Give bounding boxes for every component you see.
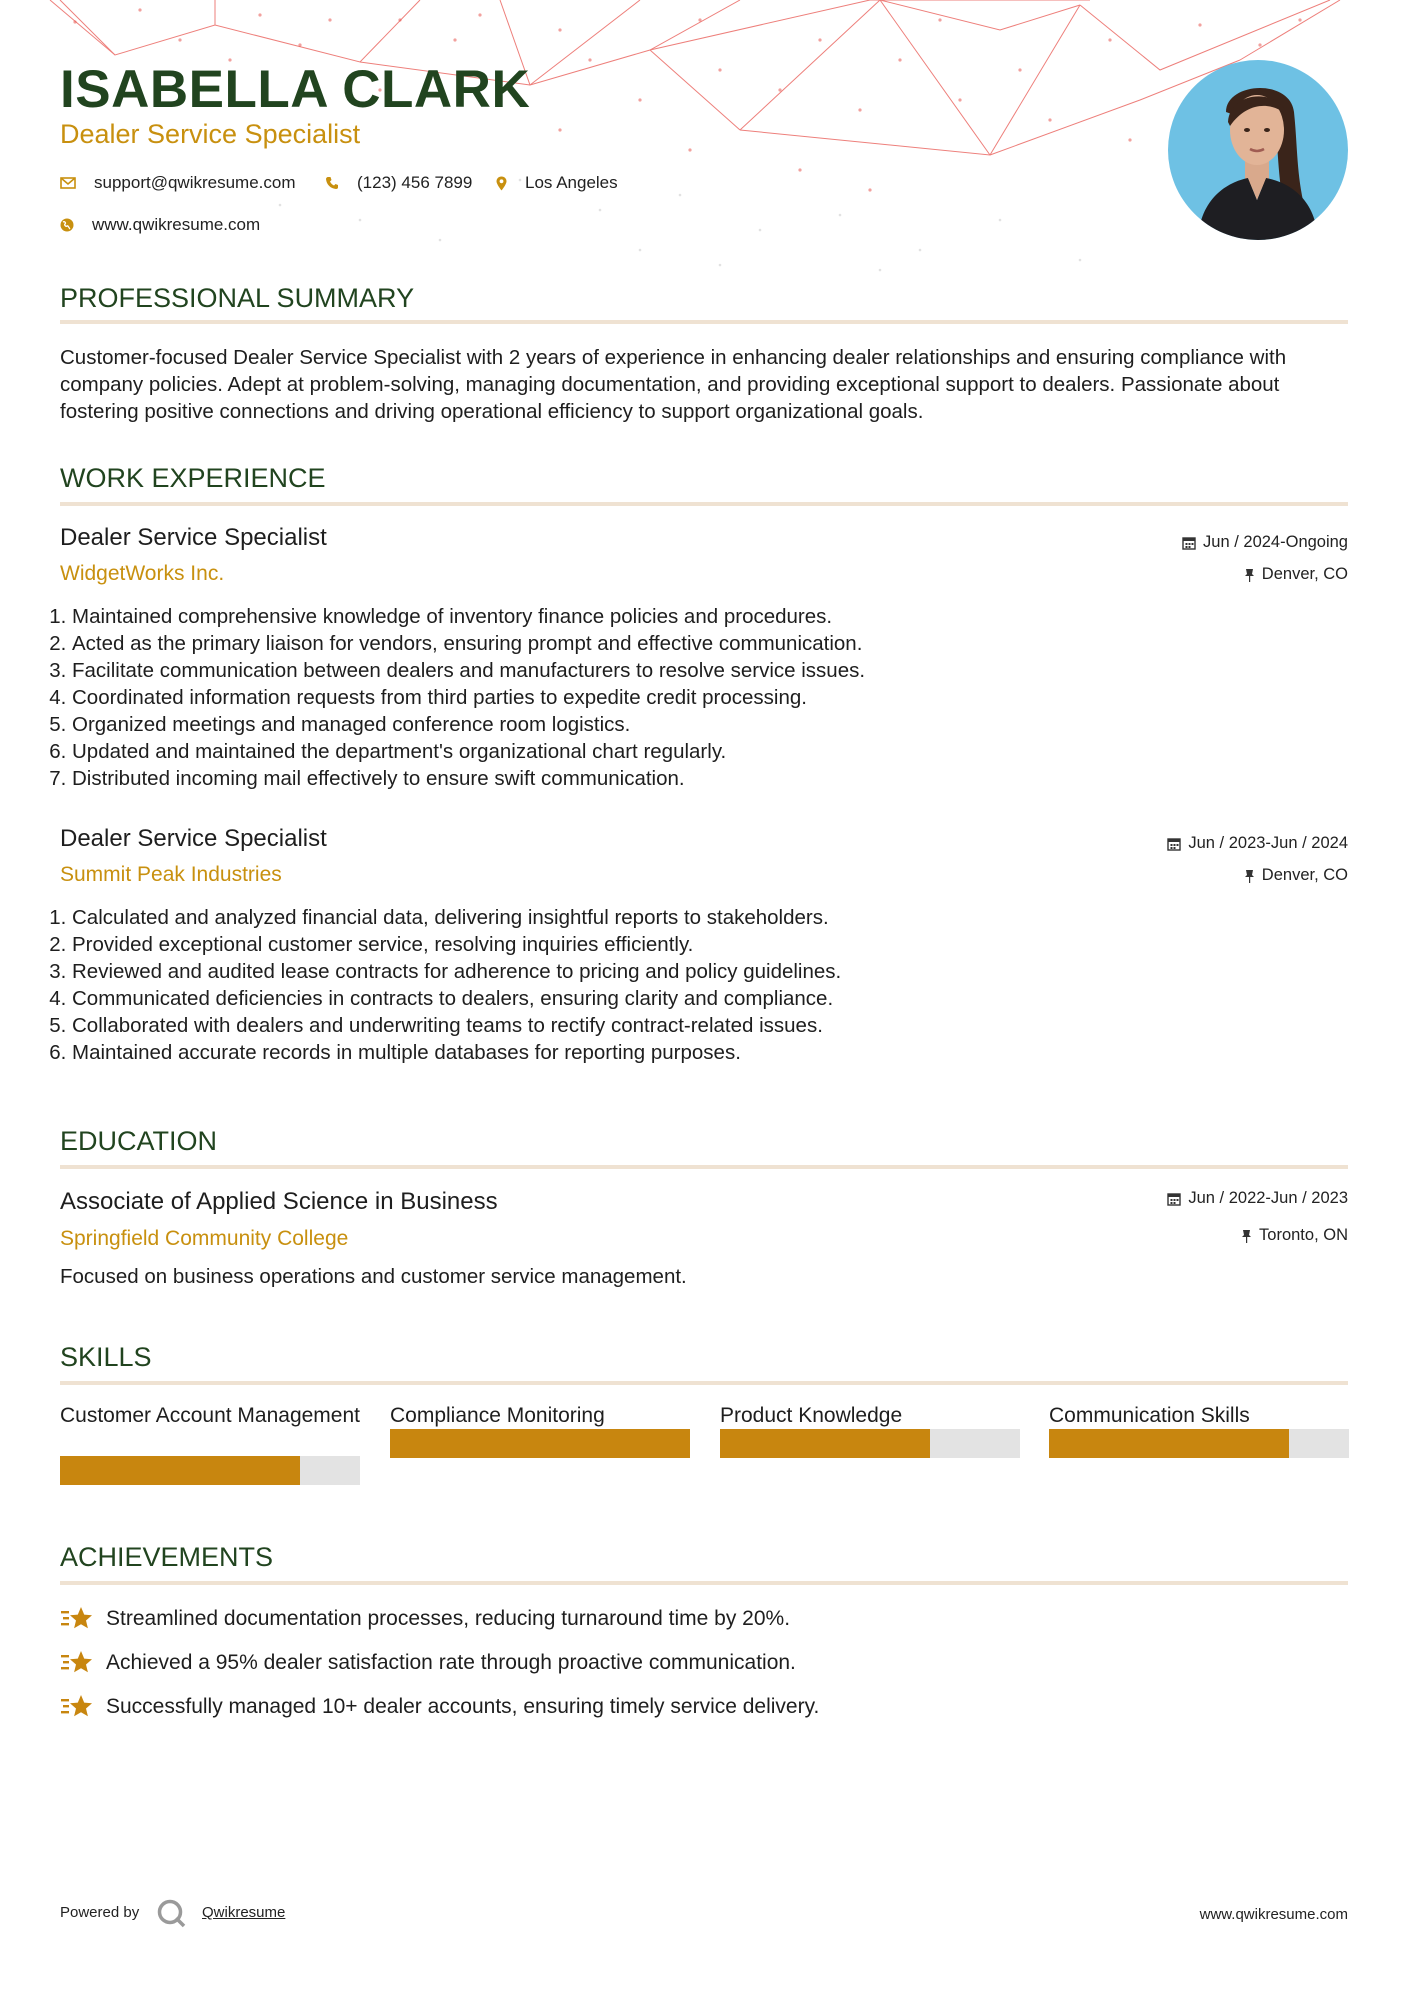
job-bullet: 5. Organized meetings and managed conference room logistics. (72, 711, 1253, 738)
education-location: Toronto, ON (1241, 1226, 1348, 1246)
job-title: Dealer Service Specialist (60, 825, 327, 852)
calendar-icon (1182, 536, 1196, 550)
job-bullet: 5. Collaborated with dealers and underwriting teams to rectify contract-related issues. (72, 1012, 1253, 1039)
contact-email[interactable] (60, 173, 296, 193)
pushpin-icon (1244, 568, 1255, 582)
map-pin-icon (496, 176, 507, 191)
section-title-skills: SKILLS (60, 1342, 152, 1372)
profile-photo (1168, 60, 1348, 240)
job-bullets (53, 603, 1253, 792)
contact-location (496, 173, 618, 193)
education-dates: Jun / 2022-Jun / 2023 (1167, 1189, 1348, 1209)
school-name: Springfield Community College (60, 1227, 349, 1250)
skill-bar-fill (390, 1429, 690, 1458)
job-bullet: 6. Maintained accurate records in multiple databases for reporting purposes. (72, 1039, 1253, 1066)
job-bullet: 1. Maintained comprehensive knowledge of inventory finance policies and procedures. (72, 603, 1253, 630)
footer-powered-by: Powered by (60, 1904, 140, 1921)
skill-name: Compliance Monitoring (390, 1404, 605, 1427)
star-icon (60, 1649, 94, 1677)
education-description: Focused on business operations and customer service management. (60, 1265, 687, 1288)
section-divider (60, 1581, 1348, 1585)
job-bullets (53, 904, 1253, 1066)
skill-name: Product Knowledge (720, 1404, 903, 1427)
section-title-summary: PROFESSIONAL SUMMARY (60, 283, 415, 313)
job-company: Summit Peak Industries (60, 863, 282, 886)
skill-bar-fill (60, 1456, 300, 1485)
job-title: Dealer Service Specialist (60, 524, 327, 551)
skill-bar-fill (720, 1429, 930, 1458)
job-bullet: 7. Distributed incoming mail effectively to ensure swift communication. (72, 765, 1253, 792)
skill-item (390, 1402, 690, 1502)
degree-title: Associate of Applied Science in Business (60, 1188, 498, 1215)
section-divider (60, 1381, 1348, 1385)
candidate-role: Dealer Service Specialist (60, 119, 361, 149)
skill-bar-fill (1049, 1429, 1289, 1458)
section-title-experience: WORK EXPERIENCE (60, 463, 326, 493)
location-text: Los Angeles (525, 173, 618, 192)
section-divider (60, 1165, 1348, 1169)
envelope-icon (60, 177, 76, 189)
job-bullet: 3. Facilitate communication between dealers and manufacturers to resolve service issues. (72, 657, 1253, 684)
skill-bar-track (1049, 1429, 1349, 1458)
calendar-icon (1167, 837, 1181, 851)
summary-text: Customer-focused Dealer Service Specialist with 2 years of experience in enhancing dealer relationships and ensuring compliance with company policies. Adept at problem-solving, managing documentation, and providing exceptional support to dealers. Passionate about fostering positive connections and driving operational efficiency to support organizational goals. (60, 346, 1287, 423)
candidate-name: ISABELLA CLARK (60, 60, 531, 119)
qwikresume-logo-icon (156, 1898, 188, 1933)
globe-icon (60, 218, 74, 232)
section-title-achievements: ACHIEVEMENTS (60, 1542, 274, 1572)
job-location: Denver, CO (1244, 866, 1348, 886)
skill-name: Communication Skills (1049, 1404, 1250, 1427)
job-bullet: 2. Provided exceptional customer service, resolving inquiries efficiently. (72, 931, 1253, 958)
skill-bar-track (390, 1429, 690, 1458)
section-divider (60, 320, 1348, 324)
achievement-item: Achieved a 95% dealer satisfaction rate through proactive communication. (60, 1649, 796, 1677)
job-bullet: 1. Calculated and analyzed financial data, delivering insightful reports to stakeholders. (72, 904, 1253, 931)
skill-name: Customer Account Management (60, 1404, 360, 1427)
job-dates: Jun / 2023-Jun / 2024 (1167, 834, 1348, 854)
skill-bar-track (60, 1456, 360, 1485)
achievement-item: Successfully managed 10+ dealer accounts, ensuring timely service delivery. (60, 1693, 819, 1721)
skill-bar-track (720, 1429, 1020, 1458)
phone-icon (325, 176, 339, 190)
pushpin-icon (1241, 1229, 1252, 1243)
section-divider (60, 502, 1348, 506)
job-location: Denver, CO (1244, 565, 1348, 585)
footer-brand-link[interactable]: Qwikresume (202, 1904, 286, 1921)
section-title-education: EDUCATION (60, 1126, 218, 1156)
job-dates: Jun / 2024-Ongoing (1182, 533, 1348, 553)
job-bullet: 6. Updated and maintained the department's organizational chart regularly. (72, 738, 1253, 765)
star-icon (60, 1693, 94, 1721)
skill-item (1049, 1402, 1349, 1502)
job-bullet: 3. Reviewed and audited lease contracts for adherence to pricing and policy guidelines. (72, 958, 1253, 985)
contact-website[interactable] (60, 215, 260, 235)
footer-site-link[interactable]: www.qwikresume.com (1199, 1906, 1348, 1923)
job-company: WidgetWorks Inc. (60, 562, 225, 585)
job-bullet: 4. Coordinated information requests from third parties to expedite credit processing. (72, 684, 1253, 711)
contact-phone[interactable] (325, 173, 472, 193)
job-bullet: 4. Communicated deficiencies in contracts to dealers, ensuring clarity and compliance. (72, 985, 1253, 1012)
calendar-icon (1167, 1192, 1181, 1206)
email-text: support@qwikresume.com (94, 173, 296, 192)
star-icon (60, 1605, 94, 1633)
phone-text: (123) 456 7899 (357, 173, 473, 192)
website-text: www.qwikresume.com (92, 215, 261, 234)
skill-item (720, 1402, 1020, 1502)
pushpin-icon (1244, 869, 1255, 883)
skill-item (60, 1402, 360, 1502)
job-bullet: 2. Acted as the primary liaison for vendors, ensuring prompt and effective communication. (72, 630, 1253, 657)
achievement-item: Streamlined documentation processes, reducing turnaround time by 20%. (60, 1605, 790, 1633)
